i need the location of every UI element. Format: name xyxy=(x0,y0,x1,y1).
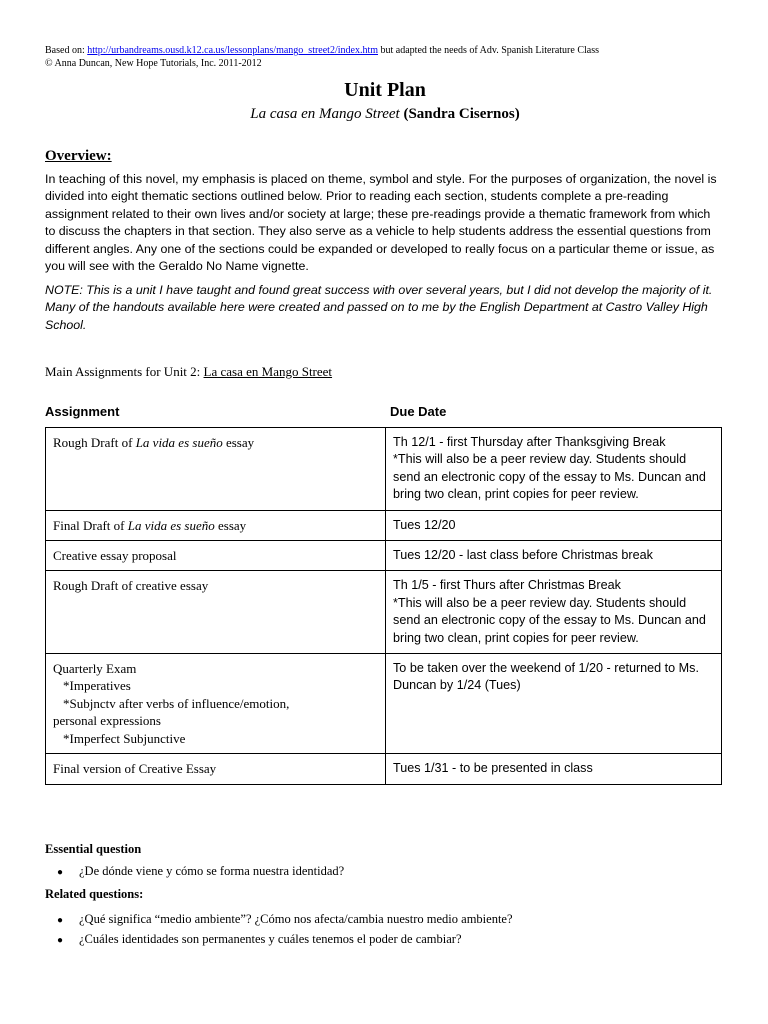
assignment-work-title: La vida es sueño xyxy=(135,435,223,450)
question-text: ¿De dónde viene y cómo se forma nuestra identidad? xyxy=(79,864,345,878)
assignment-cell: Creative essay proposal xyxy=(46,541,386,571)
assignment-cell: Final version of Creative Essay xyxy=(46,754,386,784)
due-date-text: To be taken over the weekend of 1/20 - returned to Ms. Duncan by 1/24 (Tues) xyxy=(393,661,699,693)
exam-topic: *Imperatives xyxy=(63,678,131,694)
overview-heading: Overview: xyxy=(45,148,112,164)
exam-topic: personal expressions xyxy=(53,713,161,729)
source-attribution xyxy=(45,44,599,57)
page-subtitle xyxy=(45,104,725,124)
due-date-text: Th 1/5 - first Thurs after Christmas Break xyxy=(393,578,621,593)
bullet-icon: ● xyxy=(57,867,64,878)
due-date-note: *This will also be a peer review day. Students should send an electronic copy of the essay to Ms. Duncan and bring two clean, print copies for peer review. xyxy=(393,452,706,502)
due-date-text: Tues 1/31 - to be presented in class xyxy=(393,761,593,776)
main-assignments-book: La casa en Mango Street xyxy=(203,364,333,379)
question-text: ¿Qué significa “medio ambiente”? ¿Cómo nos afecta/cambia nuestro medio ambiente? xyxy=(79,912,513,926)
due-date-cell xyxy=(386,654,722,754)
note-paragraph: NOTE: This is a unit I have taught and found great success with over several years, but I did not develop the majority of it. Many of the handouts available here were created and passed on to me by the English Department at Castro Valley High School. xyxy=(45,283,713,332)
assignment-cell: Rough Draft of creative essay xyxy=(46,571,386,654)
due-date-cell xyxy=(386,510,722,540)
source-link[interactable]: http://urbandreams.ousd.k12.ca.us/lessonplans/mango_street2/index.htm xyxy=(87,45,379,56)
assignment-work-title: La vida es sueño xyxy=(127,517,215,533)
question-text: ¿Cuáles identidades son permanentes y cuáles tenemos el poder de cambiar? xyxy=(79,932,462,946)
table-row xyxy=(46,754,722,784)
essential-question-list xyxy=(45,862,344,882)
table-row xyxy=(46,428,722,511)
essential-question-heading: Essential question xyxy=(45,842,142,856)
book-title: La casa en Mango Street xyxy=(250,106,400,122)
main-assignments-line xyxy=(45,363,332,381)
main-assignments-prefix: Main Assignments for Unit 2: xyxy=(45,364,204,379)
due-date-text: Tues 12/20 xyxy=(393,517,456,532)
table-row xyxy=(46,654,722,754)
due-date-cell xyxy=(386,428,722,511)
due-date-text: Tues 12/20 - last class before Christmas break xyxy=(393,548,653,563)
bullet-icon: ● xyxy=(57,915,64,926)
due-date-text: Th 12/1 - first Thursday after Thanksgiving Break xyxy=(393,435,666,449)
assignments-table xyxy=(45,427,722,785)
based-on-suffix: but adapted the needs of Adv. Spanish Literature Class xyxy=(380,45,599,56)
list-item xyxy=(45,910,513,930)
table-row xyxy=(46,510,722,540)
assignment-cell xyxy=(46,428,386,511)
assignment-text: Rough Draft of xyxy=(53,435,136,450)
author-name: (Sandra Cisernos) xyxy=(403,106,520,122)
assignment-text: essay xyxy=(214,517,247,533)
copyright-line: © Anna Duncan, New Hope Tutorials, Inc. 2011-2012 xyxy=(45,58,262,69)
related-questions-list xyxy=(45,910,513,950)
list-item xyxy=(45,862,344,882)
assignment-text: essay xyxy=(222,435,255,450)
assignment-text: Quarterly Exam xyxy=(53,661,137,677)
bullet-icon: ● xyxy=(57,935,64,946)
list-item xyxy=(45,930,513,950)
due-date-column-header: Due Date xyxy=(390,404,447,419)
assignment-cell xyxy=(46,654,386,754)
table-row xyxy=(46,541,722,571)
assignment-cell xyxy=(46,510,386,540)
assignment-text: Final Draft of xyxy=(53,517,128,533)
exam-topic: *Imperfect Subjunctive xyxy=(63,730,186,746)
related-questions-heading: Related questions: xyxy=(45,887,144,901)
based-on-label: Based on: xyxy=(45,45,85,56)
page-title: Unit Plan xyxy=(344,79,426,101)
due-date-cell xyxy=(386,754,722,784)
due-date-cell xyxy=(386,541,722,571)
table-row xyxy=(46,571,722,654)
due-date-note: *This will also be a peer review day. Students should send an electronic copy of the essay to Ms. Duncan and bring two clean, print copies for peer review. xyxy=(393,595,706,645)
exam-topic: *Subjnctv after verbs of influence/emotion, xyxy=(63,695,290,711)
due-date-cell xyxy=(386,571,722,654)
overview-paragraph: In teaching of this novel, my emphasis is placed on theme, symbol and style. For the purposes of organization, the novel is divided into eight thematic sections outlined below. Prior to reading each section, students complete a pre-reading assignment related to their own lives and/or society at large; these pre-readings provide a thematic framework from which to discuss the chapters in that section. They also serve as a vehicle to help students address the essential questions from different angles. Any one of the sections could be expanded or developed to really focus on a particular theme or issue, as you will see with the Geraldo No Name vignette. xyxy=(45,172,717,274)
assignment-column-header: Assignment xyxy=(45,404,120,419)
